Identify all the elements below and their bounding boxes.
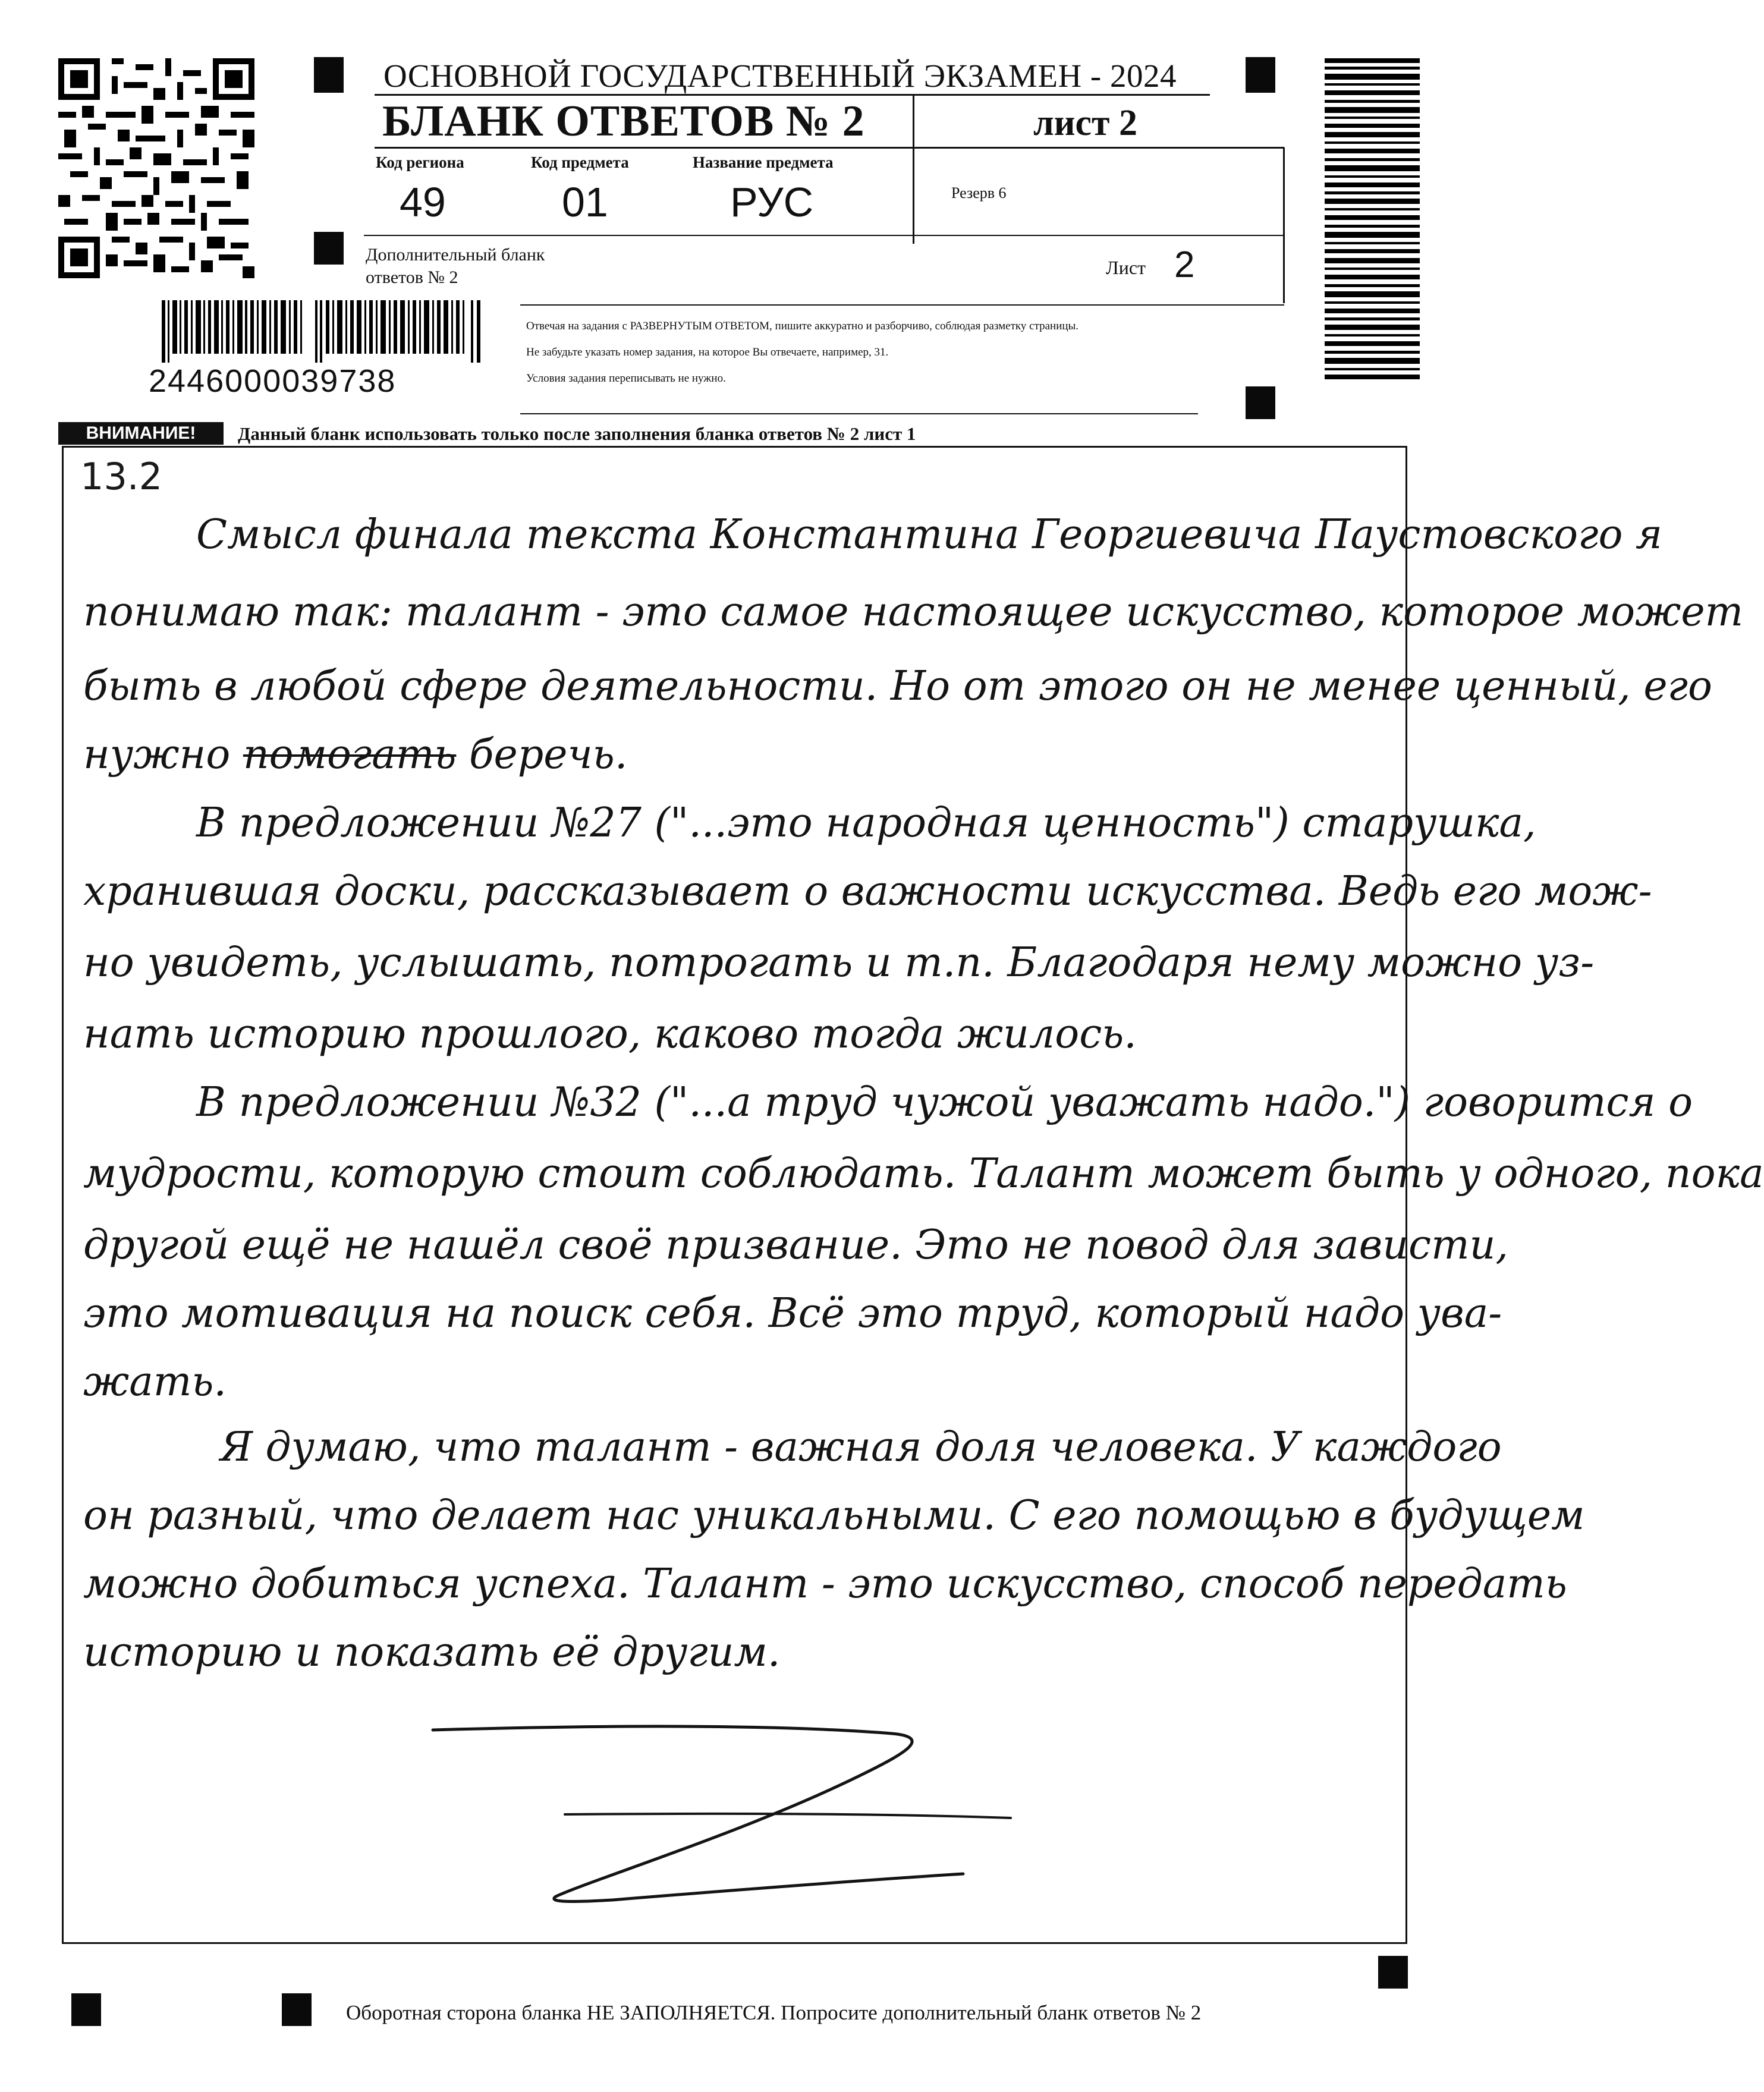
answer-line: Я думаю, что талант - важная доля человека. У каждого <box>220 1424 1502 1471</box>
z-cancel-mark <box>416 1718 1023 1920</box>
divider <box>1283 147 1285 303</box>
instruction-line: Не забудьте указать номер задания, на которое Вы отвечаете, например, 31. <box>526 346 889 358</box>
sheet-title: лист 2 <box>1033 103 1137 143</box>
answer-line: нать историю прошлого, каково тогда жилось. <box>83 1011 1137 1058</box>
struck-word: помогать <box>243 731 457 778</box>
answer-line: но увидеть, услышать, потрогать и т.п. Благодаря нему можно уз- <box>83 939 1595 986</box>
answer-word: нужно <box>83 731 231 778</box>
answer-line: Смысл финала текста Константина Георгиевича Паустовского я <box>196 511 1663 558</box>
answer-line: В предложении №32 ("...а труд чужой уважать надо.") говорится о <box>196 1079 1693 1126</box>
alignment-marker <box>282 1993 312 2026</box>
form-barcode <box>162 300 483 363</box>
region-label: Код региона <box>376 153 464 171</box>
reserve-label: Резерв 6 <box>951 184 1007 202</box>
subject-code-value: 01 <box>562 179 608 225</box>
answer-line: другой ещё не нашёл своё призвание. Это не повод для зависти, <box>83 1222 1509 1269</box>
additional-form-label: Дополнительный бланк ответов № 2 <box>366 245 545 287</box>
alignment-marker <box>314 57 344 93</box>
form-title: БЛАНК ОТВЕТОВ № 2 <box>382 97 865 146</box>
alignment-marker <box>1246 386 1275 419</box>
divider <box>375 147 1284 149</box>
warning-badge: ВНИМАНИЕ! <box>58 422 224 445</box>
divider <box>913 95 914 244</box>
answer-line: это мотивация на поиск себя. Всё это труд, который надо ува- <box>83 1290 1502 1337</box>
instruction-line: Отвечая на задания с РАЗВЕРНУТЫМ ОТВЕТОМ, пишите аккуратно и разборчиво, соблюдая разметку страницы. <box>526 320 1079 332</box>
instruction-line: Условия задания переписывать не нужно. <box>526 372 726 385</box>
divider <box>364 235 1284 236</box>
task-number: 13.2 <box>80 455 163 498</box>
divider <box>520 304 1284 306</box>
answer-line: он разный, что делает нас уникальными. С его помощью в будущем <box>83 1492 1585 1539</box>
answer-line: жать. <box>83 1358 227 1405</box>
answer-line <box>83 731 627 778</box>
answer-line: быть в любой сфере деятельности. Но от этого он не менее ценный, его <box>83 663 1712 710</box>
alignment-marker <box>1246 57 1275 93</box>
warning-text: Данный бланк использовать только после заполнения бланка ответов № 2 лист 1 <box>238 423 916 444</box>
answer-line: мудрости, которую стоит соблюдать. Талант может быть у одного, пока <box>83 1150 1764 1197</box>
alignment-marker <box>1378 1956 1408 1989</box>
barcode-number: 2446000039738 <box>149 363 397 399</box>
answer-line: историю и показать её другим. <box>83 1629 781 1676</box>
answer-word: беречь. <box>468 731 628 778</box>
region-value: 49 <box>400 179 446 225</box>
answer-line: можно добиться успеха. Талант - это искусство, способ передать <box>83 1561 1567 1607</box>
divider <box>520 413 1198 414</box>
answer-line: понимаю так: талант - это самое настоящее искусство, которое может <box>83 589 1744 636</box>
list-label: Лист <box>1106 257 1146 278</box>
answer-line: хранившая доски, рассказывает о важности искусства. Ведь его мож- <box>83 868 1652 915</box>
subject-name-value: РУС <box>730 179 814 225</box>
subject-code-label: Код предмета <box>531 153 629 171</box>
alignment-marker <box>71 1993 101 2026</box>
alignment-marker <box>314 232 344 265</box>
exam-title: ОСНОВНОЙ ГОСУДАРСТВЕННЫЙ ЭКЗАМЕН - 2024 <box>383 58 1177 94</box>
list-number: 2 <box>1174 244 1195 285</box>
answer-line: В предложении №27 ("...это народная ценность") старушка, <box>196 800 1536 847</box>
qr-code <box>58 58 254 278</box>
footer-note: Оборотная сторона бланка НЕ ЗАПОЛНЯЕТСЯ. Попросите дополнительный бланк ответов № 2 <box>346 2001 1202 2024</box>
subject-name-label: Название предмета <box>693 153 834 171</box>
divider <box>375 94 1210 96</box>
side-barcode <box>1325 58 1420 385</box>
